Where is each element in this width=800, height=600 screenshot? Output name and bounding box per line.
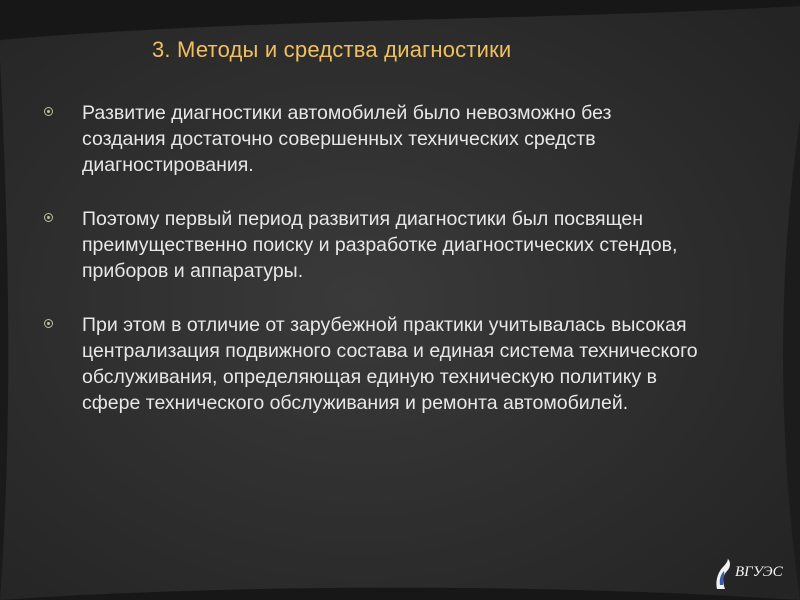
bullet-list (40, 100, 700, 444)
bullet-item (40, 100, 700, 178)
university-logo (713, 555, 793, 593)
university-logo-icon (713, 557, 733, 591)
bullet-icon (44, 319, 53, 328)
bullet-text: Развитие диагностики автомобилей было невозможно без создания достаточно совершенных технических средств диагностирования. (82, 102, 612, 176)
bullet-item (40, 312, 700, 416)
bullet-item (40, 206, 700, 284)
bullet-icon (44, 213, 53, 222)
bullet-text: При этом в отличие от зарубежной практики учитывалась высокая централизация подвижного состава и единая система технического обслуживания, определяющая единую техническую политику в сфере технического обслуживания и ремонта автомобилей. (82, 314, 698, 414)
bullet-icon (44, 107, 53, 116)
bullet-text: Поэтому первый период развития диагностики был посвящен преимущественно поиску и разработке диагностических стендов, приборов и аппаратуры. (82, 208, 678, 282)
slide-title: 3. Методы и средства диагностики (152, 37, 512, 62)
logo-text: ВГУЭС (735, 564, 783, 580)
